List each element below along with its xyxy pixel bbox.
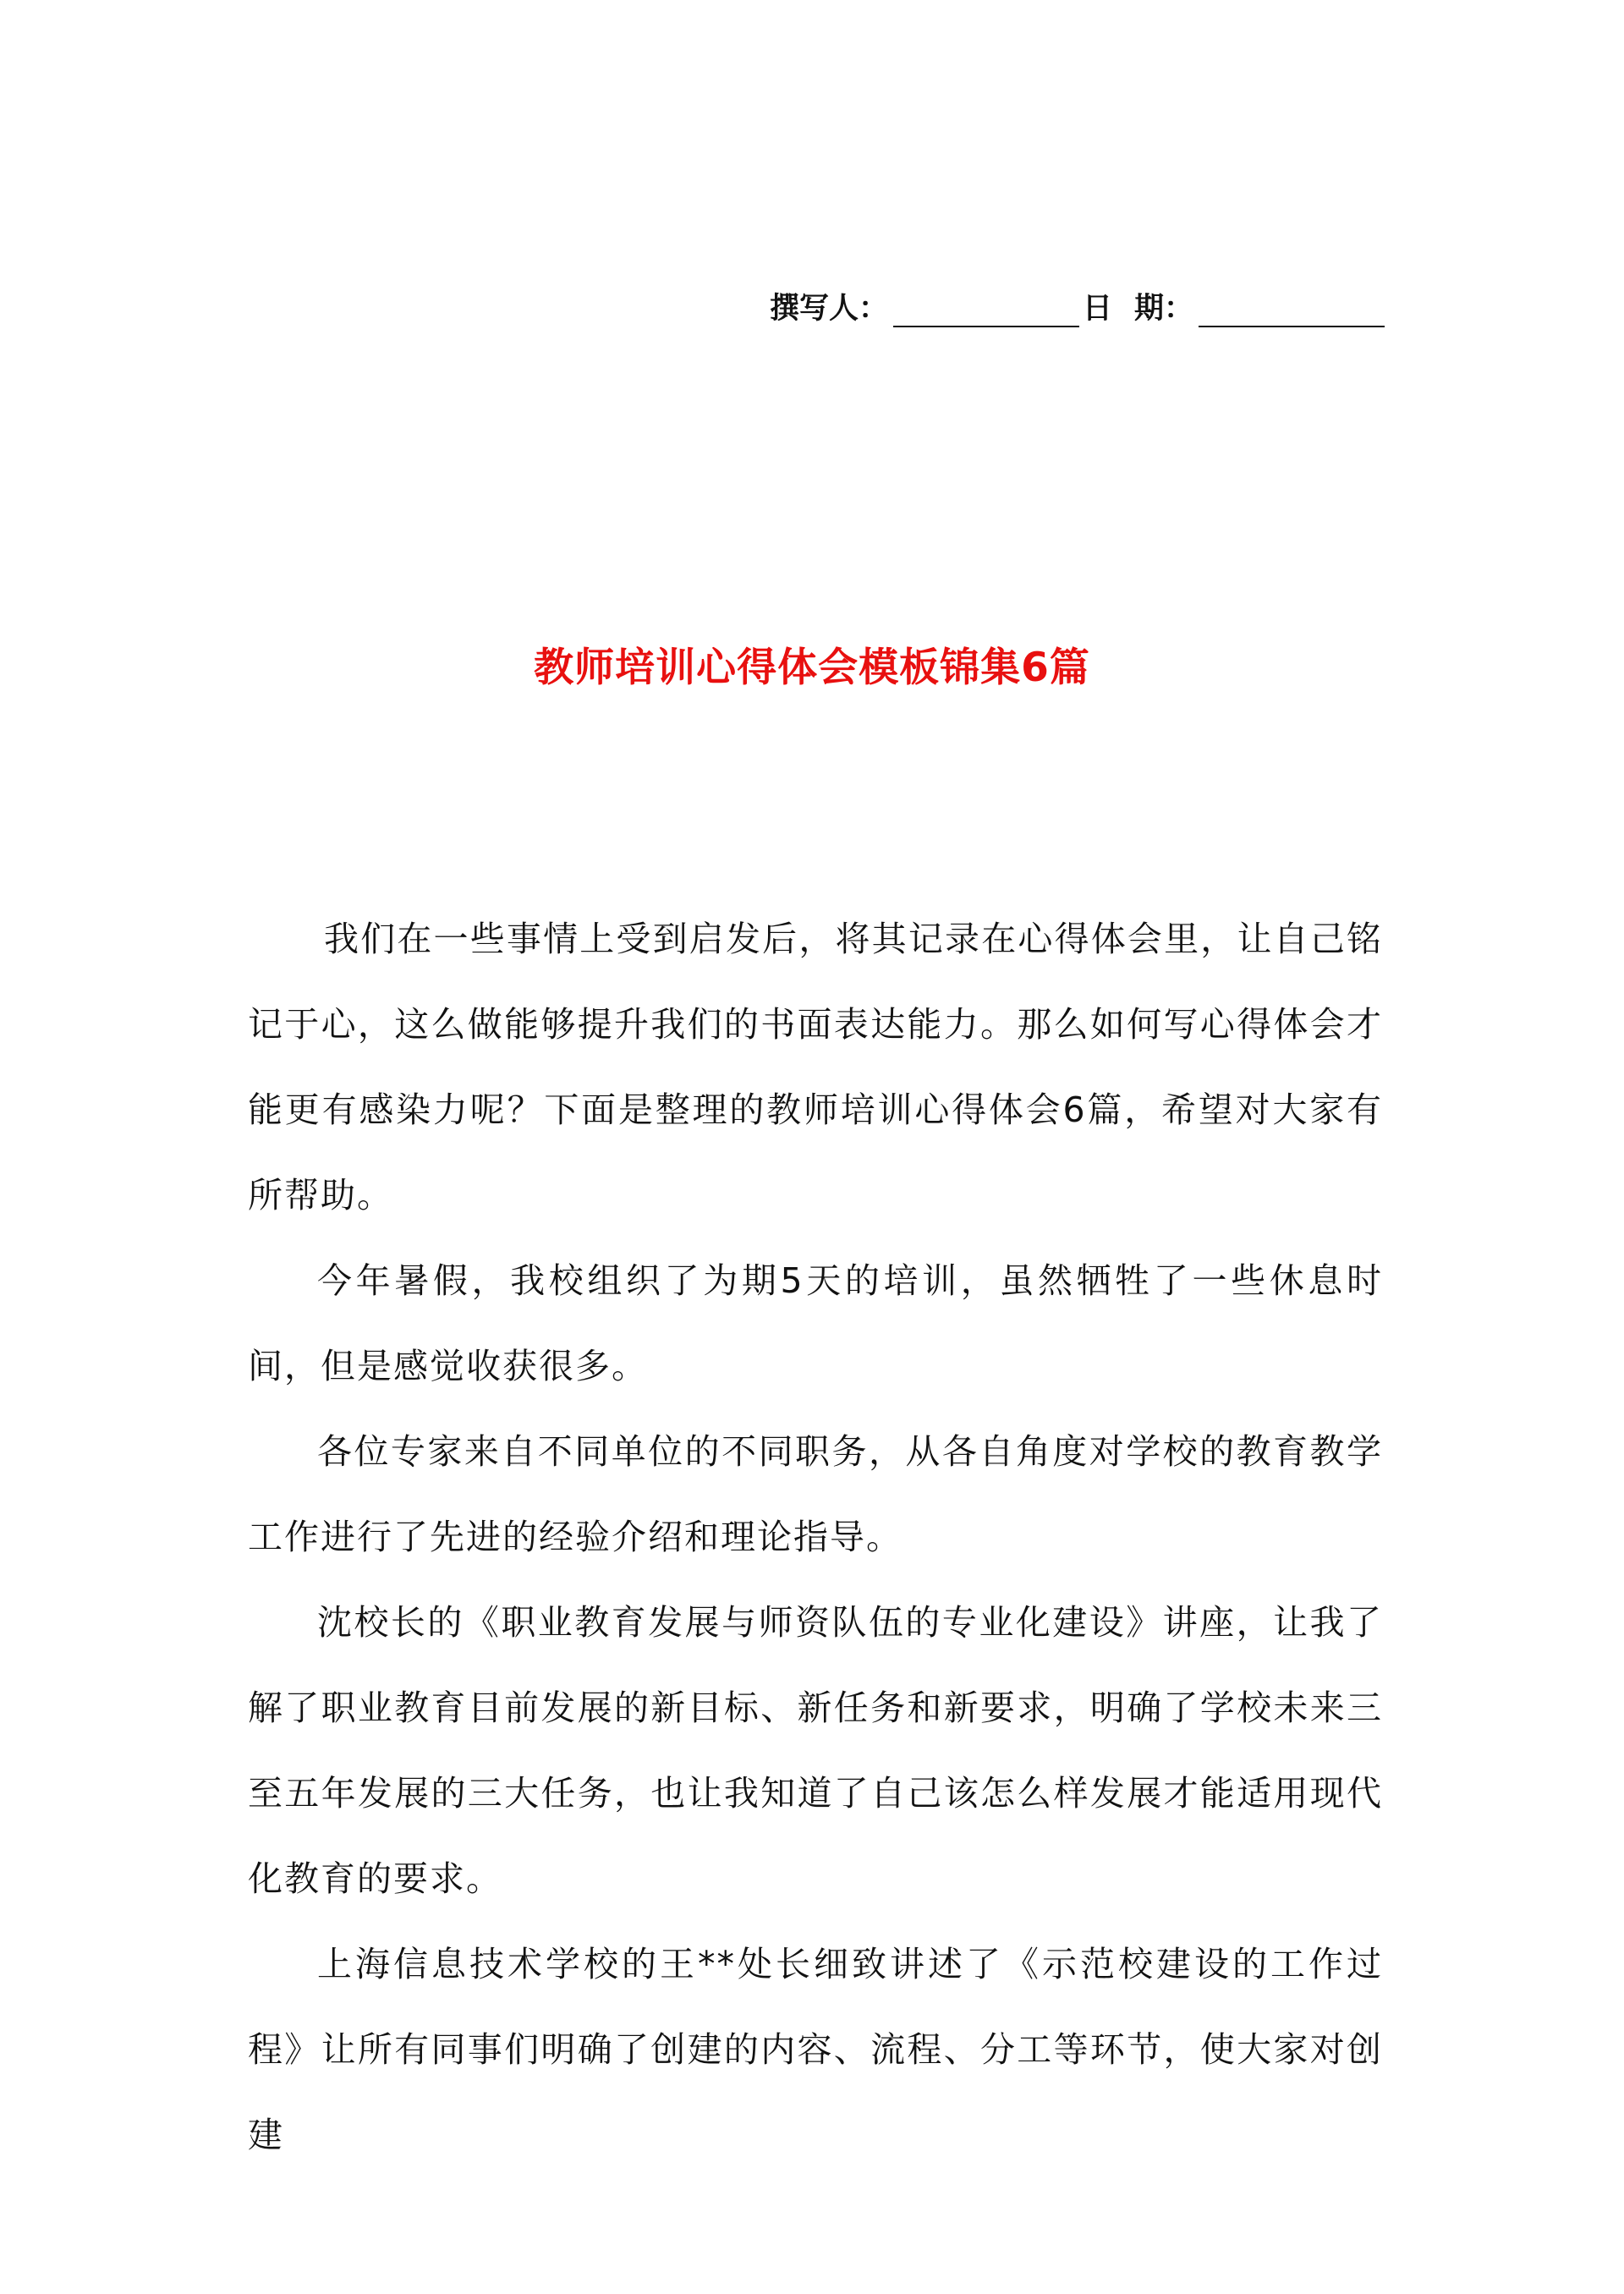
date-label-part-2: 期： (1134, 292, 1194, 326)
document-title: 教师培训心得体会模板锦集6篇 (534, 645, 1090, 691)
author-date-fields (770, 282, 1388, 327)
date-label-part-1: 日 (1083, 292, 1113, 326)
paragraph-intro: 我们在一些事情上受到启发后，将其记录在心得体会里，让自己铭记于心，这么做能够提升我们的书面表达能力。那么如何写心得体会才能更有感染力呢？下面是整理的教师培训心得体会6篇，希望对大家有所帮助。 (248, 919, 1383, 1216)
date-label (1083, 285, 1193, 327)
paragraph: 沈校长的《职业教育发展与师资队伍的专业化建设》讲座，让我了解了职业教育目前发展的新目标、新任务和新要求，明确了学校未来三至五年发展的三大任务，也让我知道了自己该怎么样发展才能适用现代化教育的要求。 (248, 1602, 1383, 1899)
author-blank-line (893, 295, 1079, 327)
paragraph: 今年暑假，我校组织了为期5天的培训，虽然牺牲了一些休息时间，但是感觉收获很多。 (248, 1260, 1383, 1386)
document-body (248, 897, 1383, 2178)
author-label: 撰写人： (770, 292, 889, 326)
paragraph: 上海信息技术学校的王**处长细致讲述了《示范校建设的工作过程》让所有同事们明确了创建的内容、流程、分工等环节，使大家对创建 (248, 1944, 1383, 2155)
date-blank-line (1199, 295, 1385, 327)
paragraph: 各位专家来自不同单位的不同职务，从各自角度对学校的教育教学工作进行了先进的经验介绍和理论指导。 (248, 1431, 1383, 1557)
